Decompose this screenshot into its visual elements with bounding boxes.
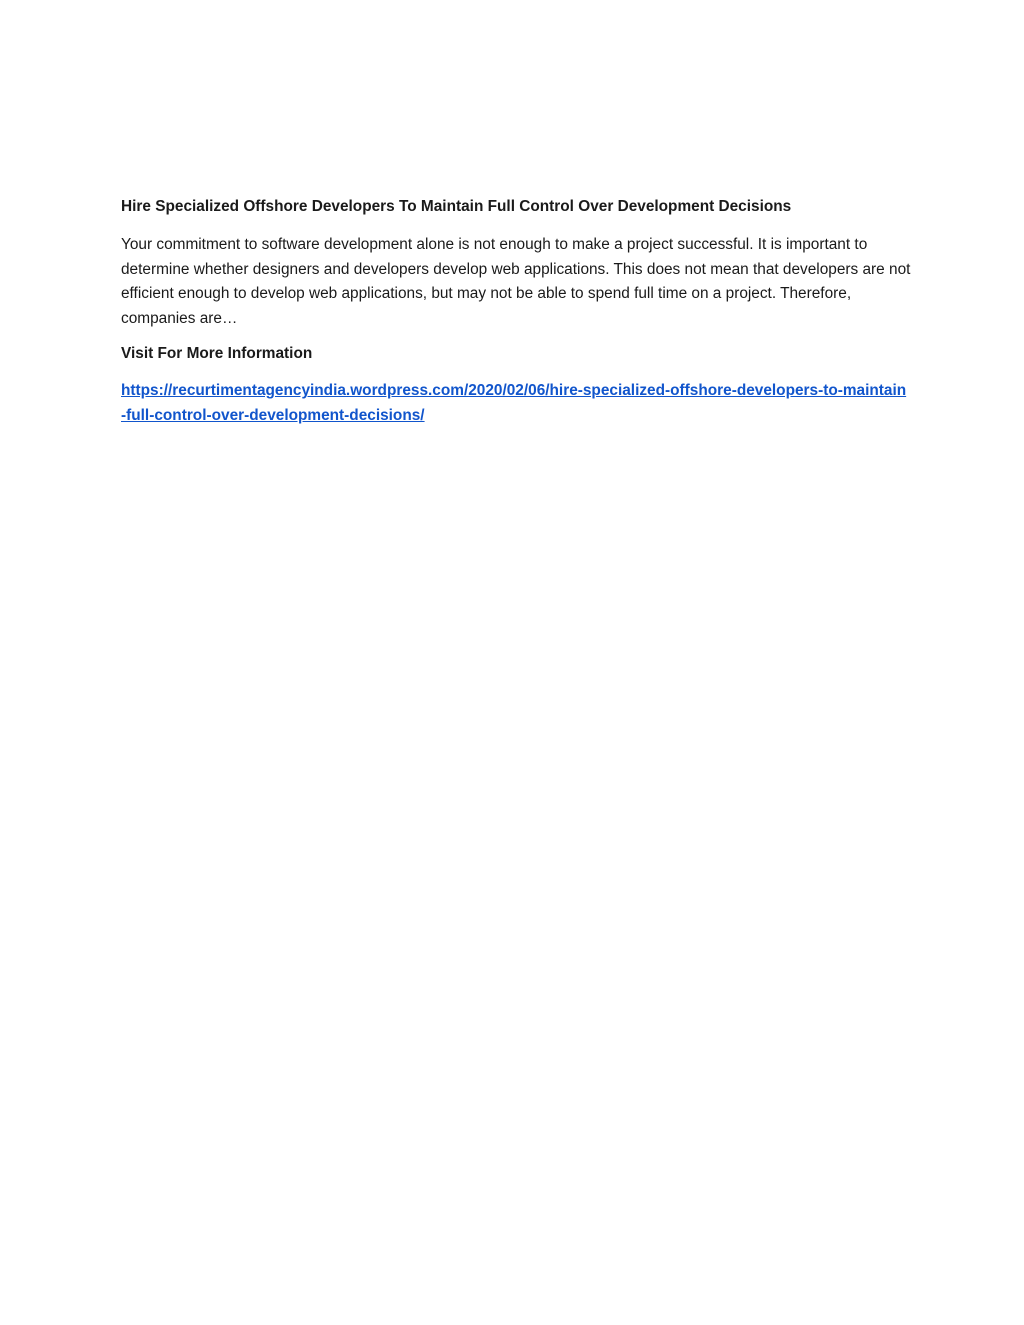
document-heading: Hire Specialized Offshore Developers To Maintain Full Control Over Development Decisions bbox=[121, 198, 792, 215]
document-content bbox=[121, 196, 911, 429]
article-link[interactable]: https://recurtimentagencyindia.wordpress.com/2020/02/06/hire-specialized-offshore-developers-to-maintain-full-control-over-development-decisions/ bbox=[121, 382, 907, 424]
more-info-heading: Visit For More Information bbox=[121, 345, 313, 363]
intro-paragraph: Your commitment to software development alone is not enough to make a project successful. It is important to determine whether designers and developers develop web applications. This does not mean that developers are not efficient enough to develop web applications, but may not be able to spend full time on a project. Therefore, companies are… bbox=[121, 236, 911, 327]
